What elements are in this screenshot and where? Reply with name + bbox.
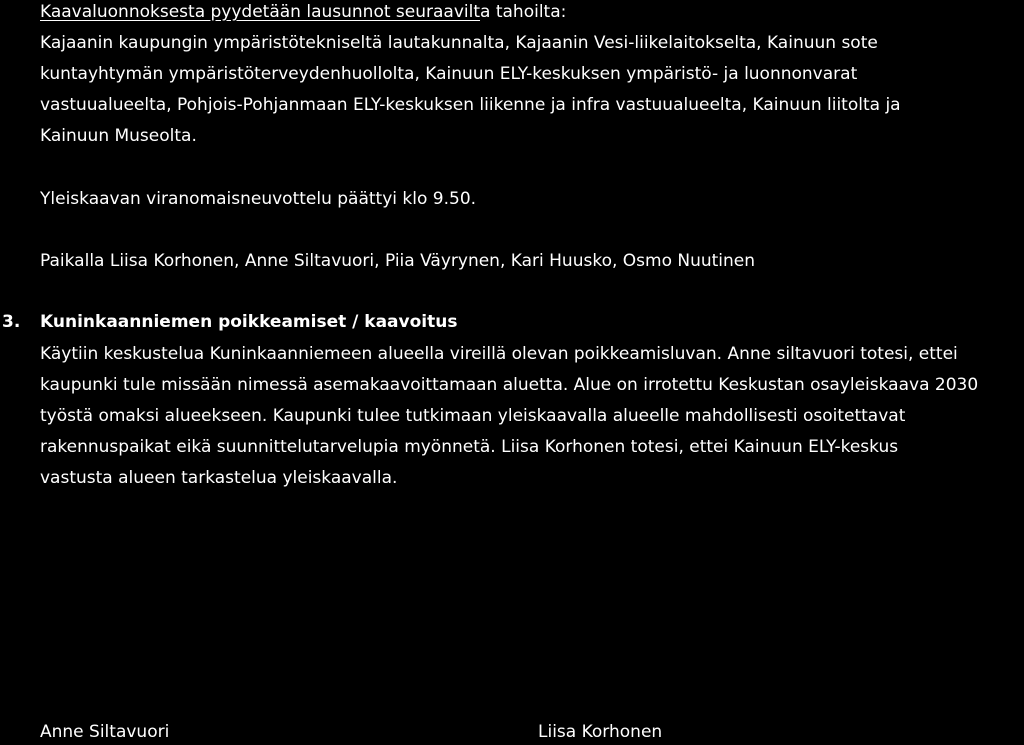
section-3-number: 3. [2,312,21,332]
signature-left-name: Anne Siltavuori [40,722,170,742]
section-3-line-4: rakennuspaikat eikä suunnittelutarvelupia myönnetä. Liisa Korhonen totesi, ettei Kainuun ELY-keskus [40,437,899,457]
statements-line-3: vastuualueelta, Pohjois-Pohjanmaan ELY-keskuksen liikenne ja infra vastuualueelta, Kainuun liitolta ja [40,95,901,115]
attendees-text: Paikalla Liisa Korhonen, Anne Siltavuori, Piia Väyrynen, Kari Huusko, Osmo Nuutinen [40,251,756,271]
statements-line-2: kuntayhtymän ympäristöterveydenhuollolta, Kainuun ELY-keskuksen ympäristö- ja luonnonvarat [40,64,858,84]
section-3-line-3: työstä omaksi alueekseen. Kaupunki tulee tutkimaan yleiskaavalla alueelle mahdollisesti osoitettavat [40,406,906,426]
meeting-end-text: Yleiskaavan viranomaisneuvottelu päättyi klo 9.50. [40,189,477,209]
statements-heading-underlined: Kaavaluonnoksesta pyydetään lausunnot seuraavilt [40,2,481,22]
section-3-line-5: vastusta alueen tarkastelua yleiskaavalla. [40,468,398,488]
section-3-title: Kuninkaanniemen poikkeamiset / kaavoitus [40,312,458,332]
signature-right-name: Liisa Korhonen [538,722,663,742]
section-3-line-1: Käytiin keskustelua Kuninkaanniemeen alueella vireillä olevan poikkeamisluvan. Anne siltavuori totesi, ettei [40,344,958,364]
statements-heading [40,2,566,22]
section-3-line-2: kaupunki tule missään nimessä asemakaavoittamaan aluetta. Alue on irrotettu Keskustan osayleiskaava 2030 [40,375,979,395]
statements-line-4: Kainuun Museolta. [40,126,197,146]
statements-line-1: Kajaanin kaupungin ympäristötekniseltä lautakunnalta, Kajaanin Vesi-liikelaitokselta, Kainuun sote [40,33,878,53]
statements-heading-rest: a tahoilta: [480,2,567,22]
